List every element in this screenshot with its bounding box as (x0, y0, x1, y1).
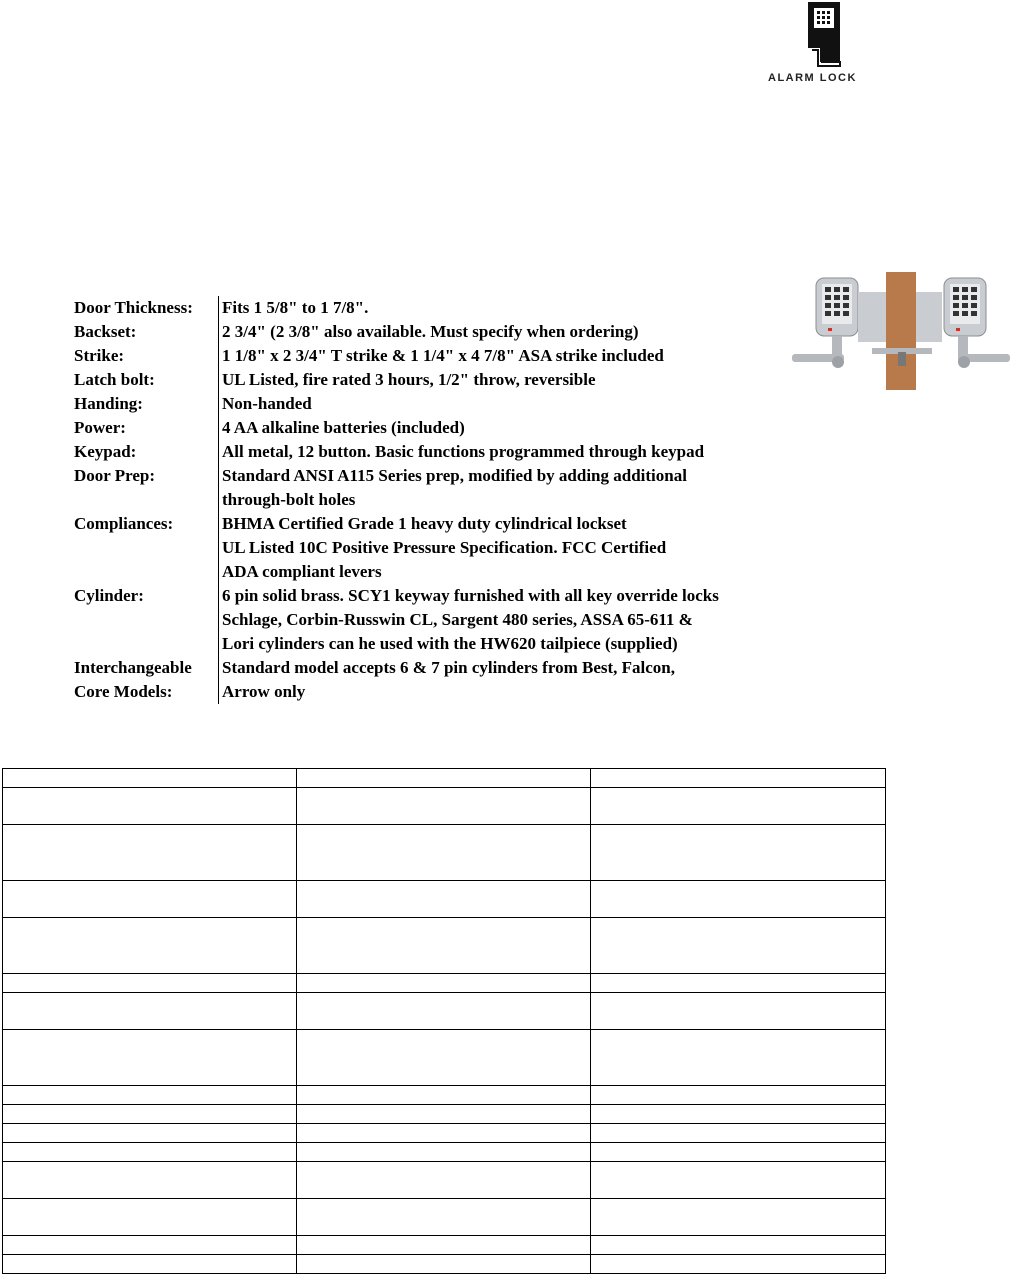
spec-value: ADA compliant levers (222, 562, 382, 581)
table-cell (591, 788, 886, 825)
table-cell (591, 1030, 886, 1086)
table-cell (3, 1086, 297, 1105)
table-cell (3, 1124, 297, 1143)
table-cell (591, 974, 886, 993)
table-cell (3, 974, 297, 993)
table-cell (297, 825, 591, 881)
table-cell (297, 918, 591, 974)
spec-label: Backset: (74, 322, 137, 341)
spec-row (74, 392, 794, 416)
table-row (3, 1105, 886, 1124)
spec-row (74, 464, 794, 512)
spec-value: UL Listed, fire rated 3 hours, 1/2" throw, reversible (222, 370, 596, 389)
spec-label: Keypad: (74, 442, 137, 461)
table-cell (591, 1236, 886, 1255)
spec-label: Strike: (74, 346, 125, 365)
spec-value: BHMA Certified Grade 1 heavy duty cylindrical lockset (222, 514, 627, 533)
table-row (3, 1143, 886, 1162)
table-cell (3, 788, 297, 825)
table-cell (297, 1030, 591, 1086)
spec-value: UL Listed 10C Positive Pressure Specification. FCC Certified (222, 538, 667, 557)
table-row (3, 993, 886, 1030)
table-cell (591, 918, 886, 974)
table-row (3, 918, 886, 974)
spec-label: Power: (74, 418, 126, 437)
table-cell (3, 918, 297, 974)
spec-values (218, 464, 794, 512)
spec-value: 6 pin solid brass. SCY1 keyway furnished with all key override locks (222, 586, 719, 605)
spec-values (218, 344, 794, 368)
table-cell (297, 1086, 591, 1105)
table-cell (297, 1255, 591, 1274)
table-cell (591, 825, 886, 881)
spec-value: Standard model accepts 6 & 7 pin cylinders from Best, Falcon, (222, 658, 676, 677)
table-row (3, 825, 886, 881)
table-cell (297, 1236, 591, 1255)
table-cell (297, 974, 591, 993)
table-cell (3, 1030, 297, 1086)
table-cell (3, 769, 297, 788)
spec-value: Non-handed (222, 394, 312, 413)
table-cell (297, 1199, 591, 1236)
table-cell (591, 1105, 886, 1124)
spec-row (74, 368, 794, 392)
spec-values (218, 656, 794, 704)
spec-values (218, 416, 794, 440)
table-cell (297, 1162, 591, 1199)
table-row (3, 1030, 886, 1086)
spec-value: Standard ANSI A115 Series prep, modified by adding additional (222, 466, 687, 485)
spec-value: Fits 1 5/8" to 1 7/8". (222, 298, 369, 317)
spec-value: 2 3/4" (2 3/8" also available. Must specify when ordering) (222, 322, 639, 341)
table-cell (591, 993, 886, 1030)
table-cell (591, 1162, 886, 1199)
spec-values (218, 440, 794, 464)
table-cell (297, 881, 591, 918)
table-cell (297, 769, 591, 788)
spec-values (218, 512, 794, 584)
table-cell (3, 1162, 297, 1199)
spec-value: All metal, 12 button. Basic functions programmed through keypad (222, 442, 705, 461)
table-cell (3, 1255, 297, 1274)
spec-label: Handing: (74, 394, 143, 413)
table-cell (591, 1124, 886, 1143)
spec-label: Latch bolt: (74, 370, 155, 389)
spec-label: Interchangeable Core Models: (74, 658, 192, 701)
spec-values (218, 392, 794, 416)
spec-value: Arrow only (222, 682, 306, 701)
table-row (3, 1255, 886, 1274)
table-row (3, 1124, 886, 1143)
table-row (3, 769, 886, 788)
table-row (3, 1199, 886, 1236)
table-cell (3, 825, 297, 881)
lock-product-photo (788, 270, 1028, 396)
table-row (3, 974, 886, 993)
spec-value: 1 1/8" x 2 3/4" T strike & 1 1/4" x 4 7/8" ASA strike included (222, 346, 664, 365)
table-row (3, 1162, 886, 1199)
table-cell (297, 993, 591, 1030)
spec-value: 4 AA alkaline batteries (included) (222, 418, 465, 437)
table-cell (591, 1143, 886, 1162)
spec-value: Lori cylinders can he used with the HW620 tailpiece (supplied) (222, 634, 678, 653)
spec-label: Compliances: (74, 514, 174, 533)
spec-row (74, 656, 794, 704)
spec-values (218, 368, 794, 392)
spec-row (74, 320, 794, 344)
table-cell (3, 1199, 297, 1236)
spec-row (74, 584, 794, 656)
table-cell (3, 1236, 297, 1255)
spec-row (74, 344, 794, 368)
spec-row (74, 512, 794, 584)
spec-label: Door Thickness: (74, 298, 193, 317)
spec-label: Cylinder: (74, 586, 144, 605)
spec-values (218, 584, 794, 656)
table-cell (297, 1124, 591, 1143)
table-cell (297, 1143, 591, 1162)
table-row (3, 1236, 886, 1255)
table-cell (297, 1105, 591, 1124)
table-cell (297, 788, 591, 825)
spec-row (74, 416, 794, 440)
logo-text: ALARM LOCK (768, 72, 857, 84)
table-cell (591, 1199, 886, 1236)
spec-list (74, 296, 794, 704)
table-row (3, 788, 886, 825)
table-cell (3, 993, 297, 1030)
table-cell (3, 1105, 297, 1124)
table-row (3, 881, 886, 918)
table-cell (591, 881, 886, 918)
blank-grid-table (2, 768, 886, 1274)
spec-values (218, 320, 794, 344)
table-cell (3, 1143, 297, 1162)
table-cell (591, 769, 886, 788)
spec-label: Door Prep: (74, 466, 156, 485)
spec-value: Schlage, Corbin-Russwin CL, Sargent 480 series, ASSA 65-611 & (222, 610, 693, 629)
table-row (3, 1086, 886, 1105)
spec-value: through-bolt holes (222, 490, 356, 509)
table-cell (591, 1086, 886, 1105)
spec-values (218, 296, 794, 320)
table-cell (3, 881, 297, 918)
spec-row (74, 440, 794, 464)
spec-row (74, 296, 794, 320)
table-cell (591, 1255, 886, 1274)
